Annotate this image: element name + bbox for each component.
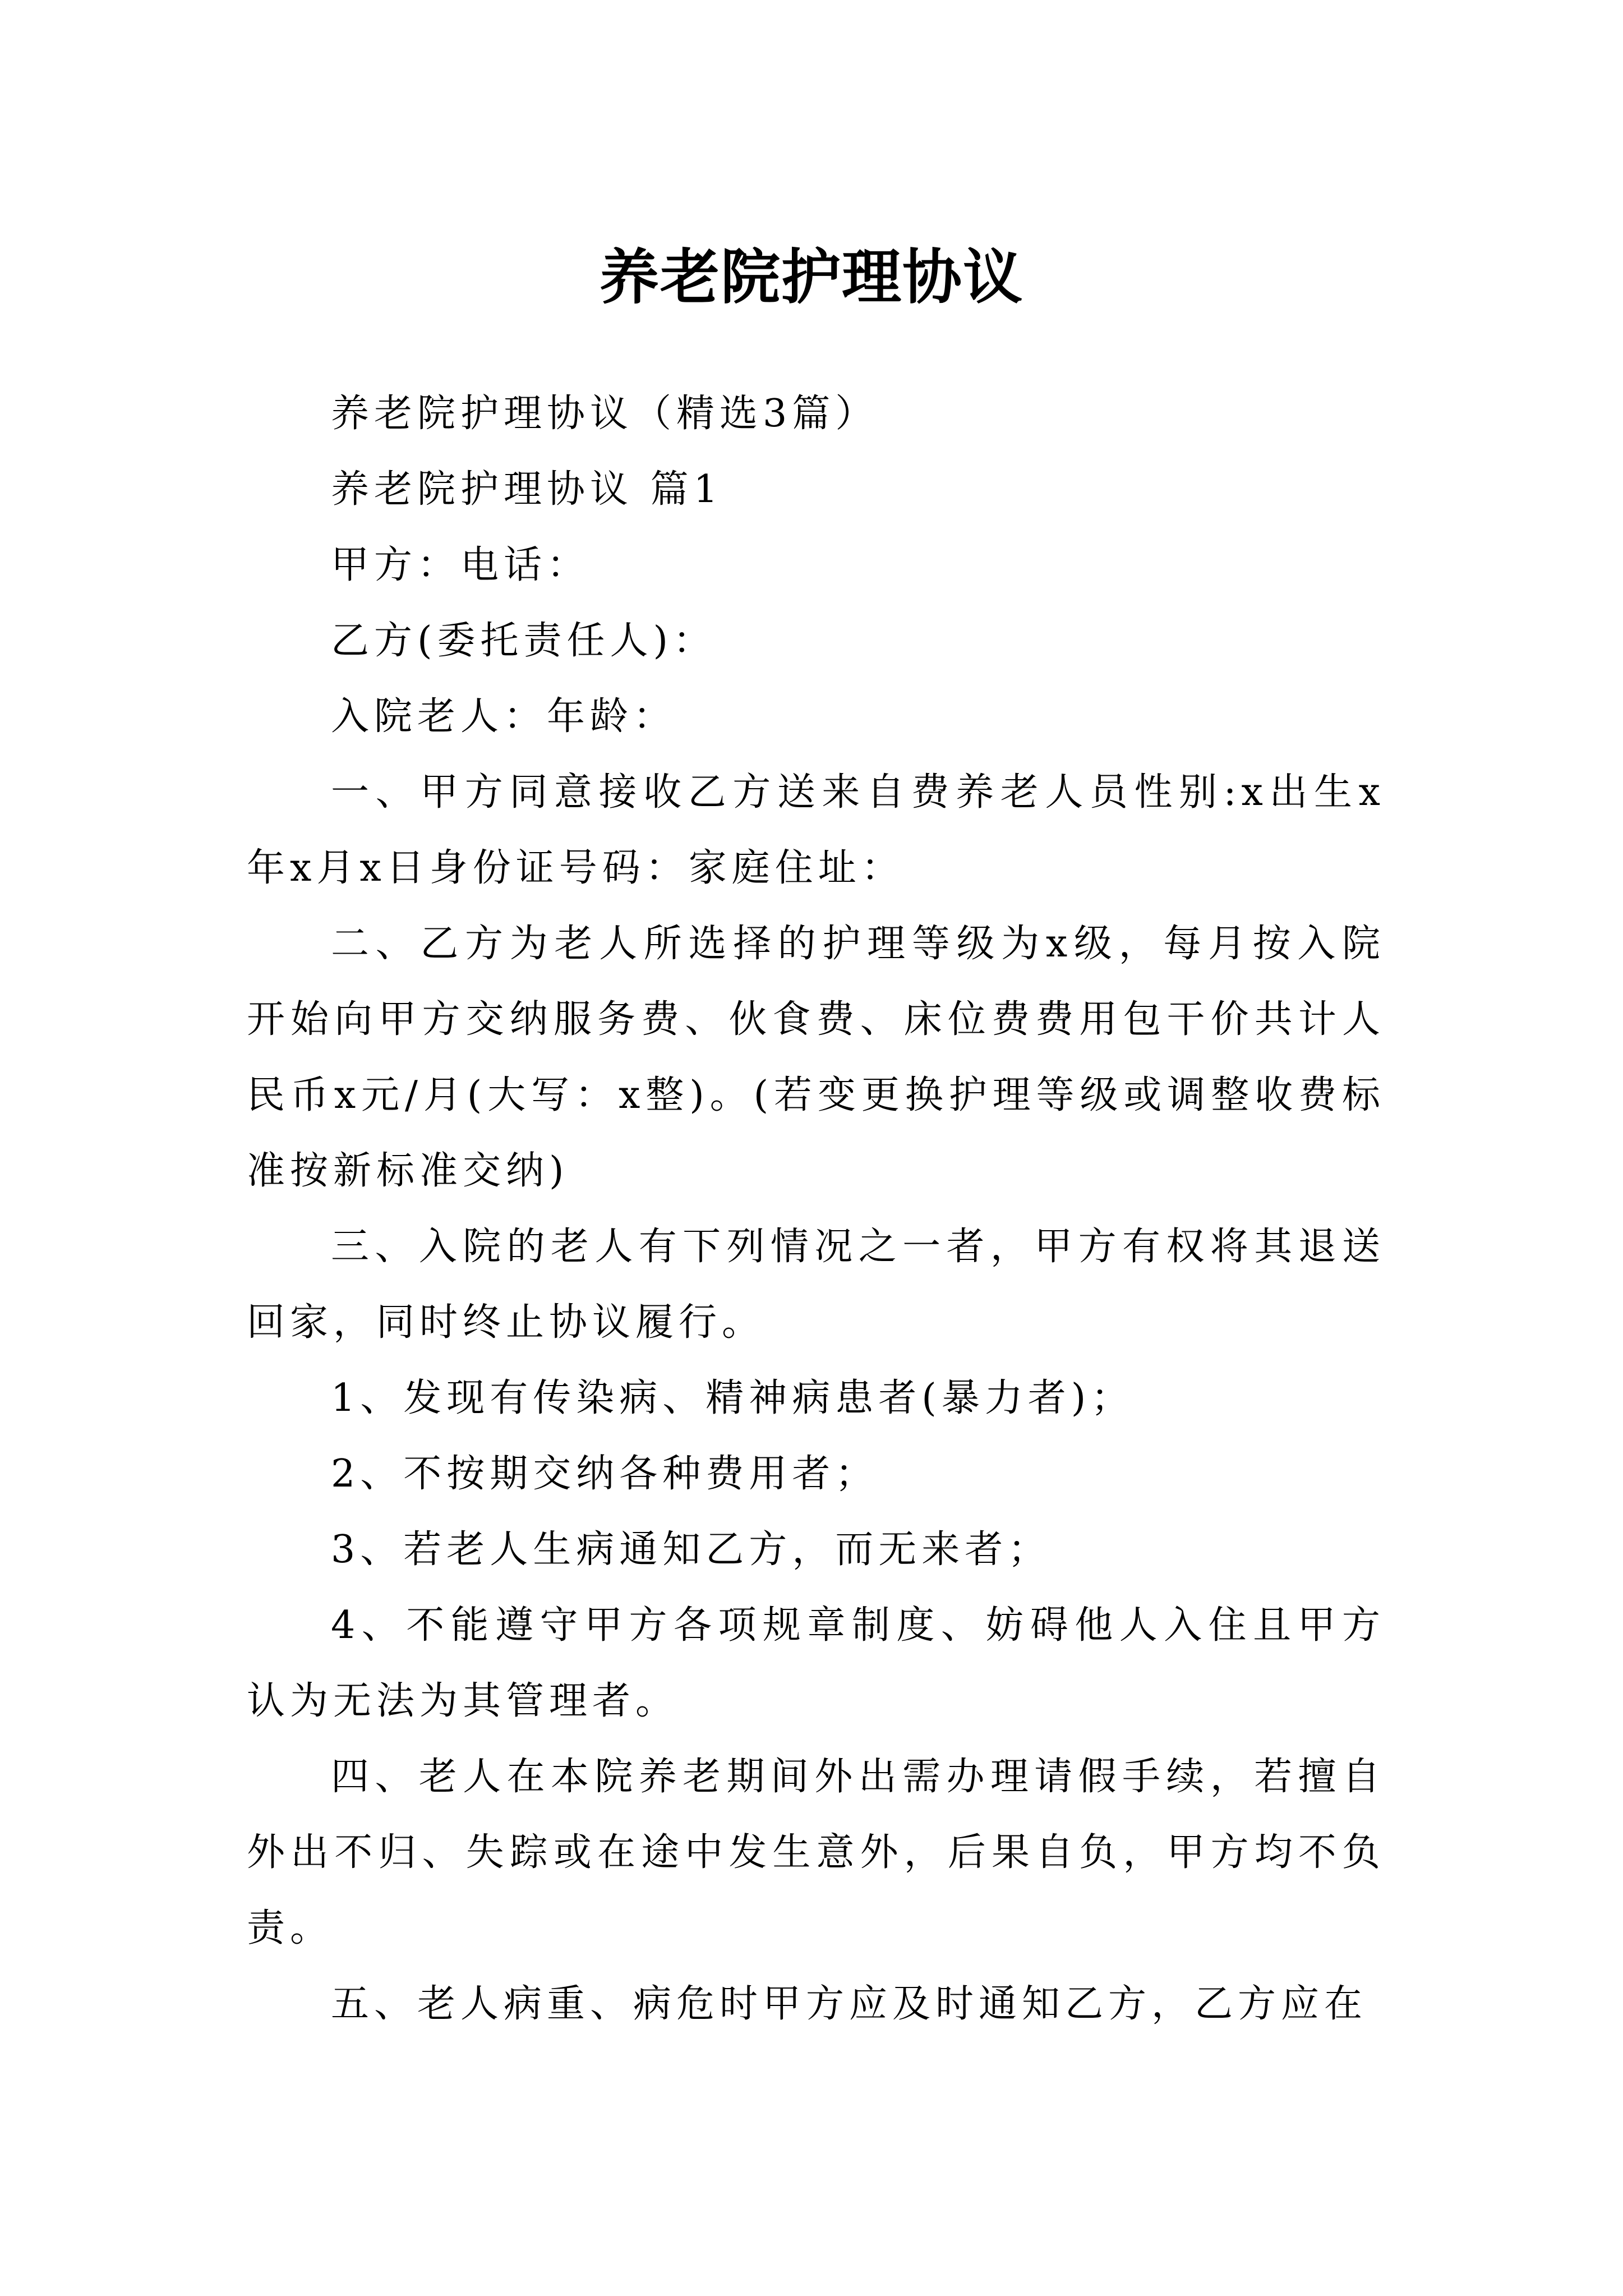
- paragraph-subtitle: 养老院护理协议（精选3篇）: [331, 392, 879, 436]
- paragraph-item-3: 3、若老人生病通知乙方，而无来者；: [331, 1527, 1052, 1572]
- paragraph-item-1: 1、发现有传染病、精神病患者(暴力者)；: [331, 1376, 1135, 1420]
- paragraph-party-a: 甲方：电话：: [331, 543, 591, 587]
- paragraph-clause-1: 一、甲方同意接收乙方送来自费养老人员性别:x出生x年x月x日身份证号码：家庭住址：: [247, 770, 1385, 890]
- paragraph-clause-2: 二、乙方为老人所选择的护理等级为x级，每月按入院开始向甲方交纳服务费、伙食费、床位费费用包干价共计人民币x元/月(大写：x整)。(若变更换护理等级或调整收费标准按新标准交纳): [247, 922, 1385, 1193]
- paragraph-item-4: 4、不能遵守甲方各项规章制度、妨碍他人入住且甲方认为无法为其管理者。: [247, 1603, 1385, 1723]
- paragraph-item-2: 2、不按期交纳各种费用者；: [331, 1452, 879, 1496]
- document-body: [247, 376, 1385, 2042]
- paragraph-section-heading: 养老院护理协议 篇1: [331, 467, 723, 512]
- paragraph-clause-3: 三、入院的老人有下列情况之一者，甲方有权将其退送回家，同时终止协议履行。: [247, 1225, 1385, 1345]
- paragraph-resident: 入院老人：年龄：: [331, 694, 677, 739]
- document-title: 养老院护理协议: [600, 242, 1023, 312]
- paragraph-clause-5: 五、老人病重、病危时甲方应及时通知乙方，乙方应在: [331, 1982, 1368, 2026]
- paragraph-clause-4: 四、老人在本院养老期间外出需办理请假手续，若擅自外出不归、失踪或在途中发生意外，后果自负，甲方均不负责。: [247, 1755, 1385, 1950]
- paragraph-party-b: 乙方(委托责任人)：: [331, 619, 717, 663]
